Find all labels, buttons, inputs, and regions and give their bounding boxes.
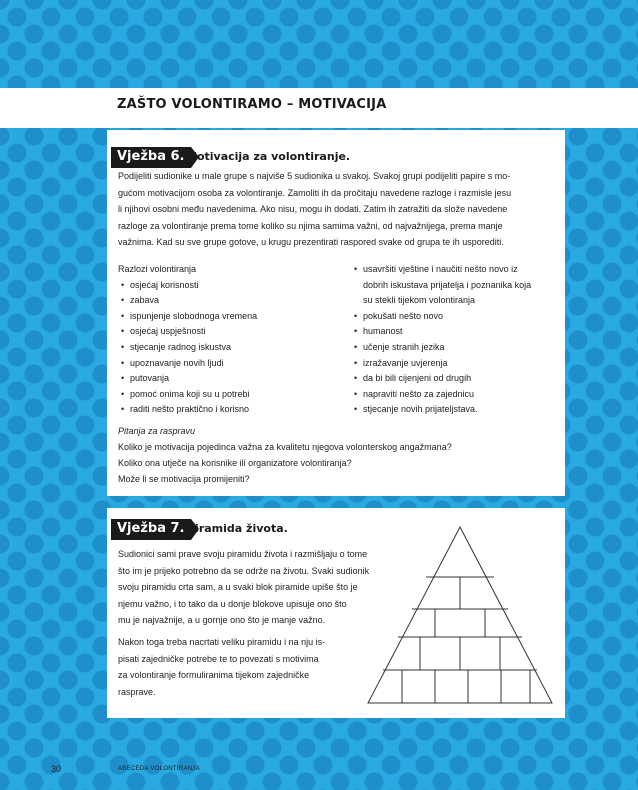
list-item: • osjećaj uspješnosti: [118, 324, 333, 340]
list-item: • raditi nešto praktično i korisno: [118, 402, 333, 418]
reasons-heading: Razlozi volontiranja: [118, 264, 197, 274]
exercise-7-paragraph-1: [118, 546, 404, 629]
paragraph-line: rasprave.: [118, 686, 156, 697]
paragraph-line: razloge za volontiranje prema tome koliko su njima samima važni, od najvažnijega, prema manje: [118, 220, 503, 231]
list-item: su stekli tijekom volontiranja: [363, 295, 476, 306]
pyramid-diagram: [365, 525, 555, 707]
discussion-heading: Pitanja za raspravu: [118, 426, 196, 436]
list-item: • učenje stranih jezika: [351, 340, 551, 356]
footer-separator: |: [71, 764, 74, 774]
discussion-question: Koliko ona utječe na korisnike ili organizatore volontiranja?: [118, 458, 352, 468]
exercise-6-title: Motivacija za volontiranje.: [186, 150, 351, 163]
exercise-7-title: Piramida života.: [187, 522, 288, 535]
list-item: • stjecanje novih prijateljstava.: [351, 402, 551, 418]
list-item: • da bi bili cijenjeni od drugih: [351, 371, 551, 387]
list-item: • humanost: [351, 324, 551, 340]
exercise-7-label: Vježba 7.: [111, 519, 191, 540]
discussion-question: Može li se motivacija promijeniti?: [118, 474, 250, 484]
reasons-list-right: [351, 262, 551, 418]
paragraph-line: što im je prijeko potrebno da se održe na životu. Svaki sudionik: [118, 565, 370, 576]
exercise-6-paragraph: [118, 168, 558, 251]
paragraph-line: važnima. Kad su sve grupe gotove, u krugu prezentirati raspored svake od grupa te ih usporediti.: [118, 237, 504, 247]
paragraph-line: Sudionici sami prave svoju piramidu života i razmišljaju o tome: [118, 549, 368, 559]
chapter-title: ZAŠTO VOLONTIRAMO – MOTIVACIJA: [117, 97, 387, 112]
list-item: • pomoć onima koji su u potrebi: [118, 387, 333, 403]
list-item: • ispunjenje slobodnoga vremena: [118, 309, 333, 325]
paragraph-line: mu je najvažnije, a u gornje ono što je manje važno.: [118, 615, 326, 625]
discussion-question: Koliko je motivacija pojedinca važna za kvalitetu njegova volonterskog angažmana?: [118, 442, 452, 452]
list-item: • napraviti nešto za zajednicu: [351, 387, 551, 403]
paragraph-line: li njihovi osobni među navedenima. Ako nisu, mogu ih dodati. Zatim ih zatražiti da slože navedene: [118, 204, 508, 214]
paragraph-line: Nakon toga treba nacrtati veliku piramidu i na nju is-: [118, 637, 326, 647]
list-item: • upoznavanje novih ljudi: [118, 356, 333, 372]
paragraph-line: Podijeliti sudionike u male grupe s najviše 5 sudionika u svakoj. Svakoj grupi podijeliti papire s mo-: [118, 171, 511, 181]
list-item: • usavršiti vještine i naučiti nešto novo iz: [351, 262, 551, 278]
list-item: dobrih iskustava prijatelja i poznanika koja: [363, 279, 532, 290]
paragraph-line: svoju piramidu crta sam, a u svaki blok piramide upiše što je: [118, 582, 358, 592]
reasons-list-left: [118, 262, 333, 418]
exercise-7-paragraph-2: [118, 634, 368, 700]
paragraph-line: gućom motivacijom osoba za volontiranje. Zamoliti ih da pročitaju navedene razloge i razmisle jesu: [118, 187, 512, 198]
list-item: • zabava: [118, 293, 333, 309]
list-item: • stjecanje radnog iskustva: [118, 340, 333, 356]
exercise-6-label: Vježba 6.: [111, 147, 191, 168]
paragraph-line: pisati zajedničke potrebe te to povezati s motivima: [118, 653, 319, 664]
list-item: • osjećaj korisnosti: [118, 278, 333, 294]
list-item: • pokušati nešto novo: [351, 309, 551, 325]
list-item: • putovanja: [118, 371, 333, 387]
paragraph-line: za volontiranje formuliranima tijekom zajedničke: [118, 670, 310, 680]
publication-name: ABECEDA VOLONTIRANJA: [118, 766, 201, 772]
list-item: • izražavanje uvjerenja: [351, 356, 551, 372]
page-number: 30: [51, 764, 62, 774]
paragraph-line: njemu važno, i to tako da u donje blokove upisuje ono što: [118, 598, 347, 609]
pyramid-outline: [368, 527, 552, 703]
